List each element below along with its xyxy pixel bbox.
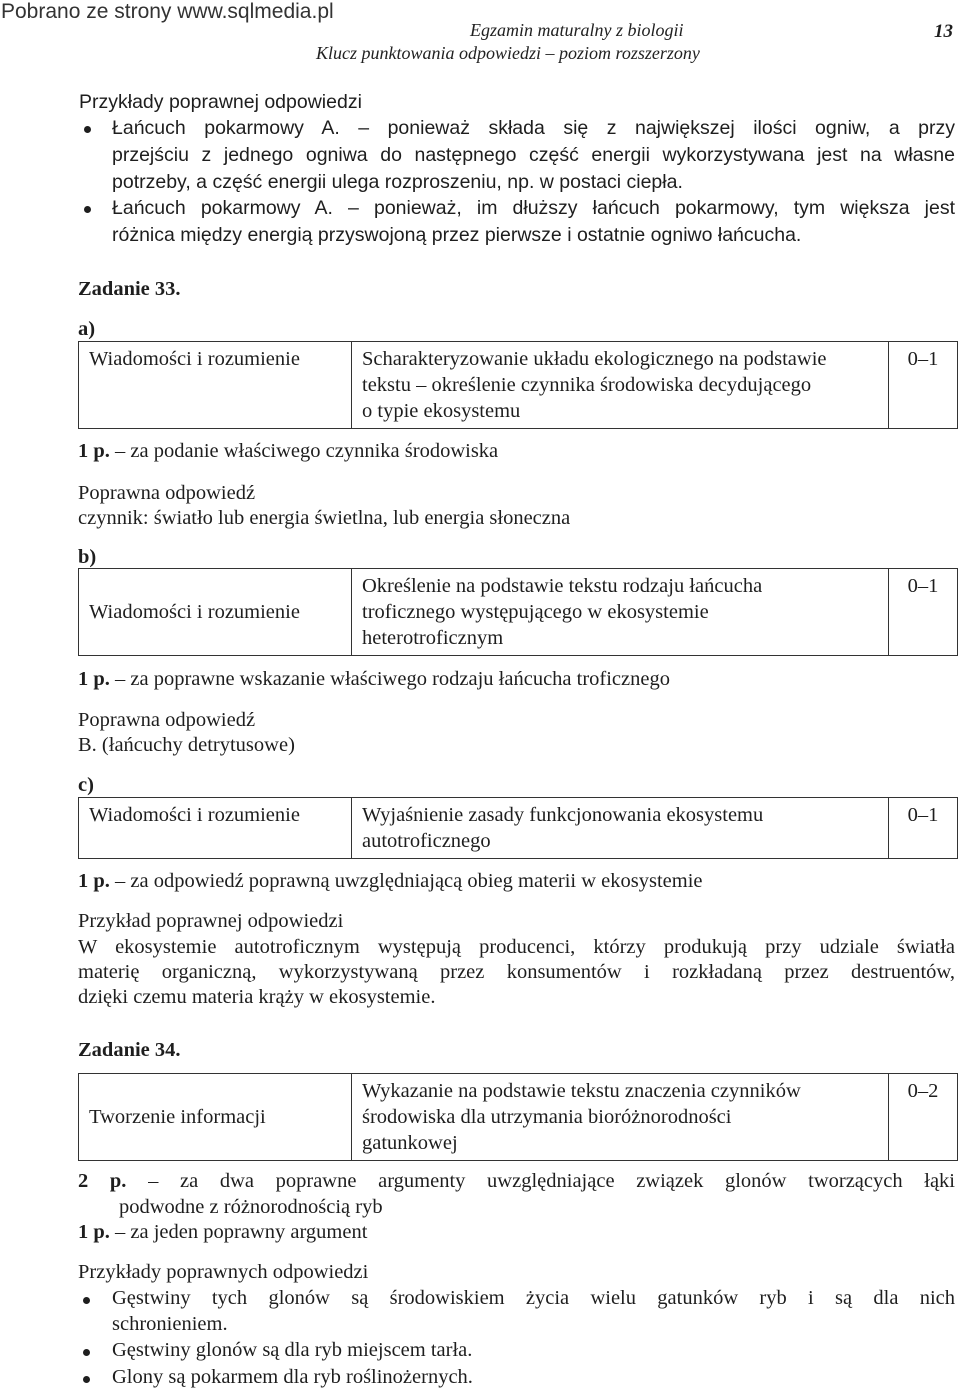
score-text-cont: podwodne z różnorodnością ryb <box>119 1196 383 1218</box>
score-text: – za odpowiedź poprawną uwzględniającą obieg materii w ekosystemie <box>109 870 703 892</box>
score-text: – za dwa poprawne argumenty uwzględniające związek glonów tworzących łąki <box>126 1170 955 1192</box>
criteria-table-a <box>78 341 958 429</box>
answer-34-line: Glony są pokarmem dla ryb roślinożernych. <box>112 1366 473 1388</box>
criteria-points: 0–1 <box>889 569 958 656</box>
answer-c-line: W ekosystemie autotroficznym występują producenci, którzy produkują przy udziale światła <box>78 936 955 958</box>
answer-a: czynnik: światło lub energia świetlna, lub energia słoneczna <box>78 507 571 529</box>
bullet-icon <box>83 1376 90 1383</box>
example-line: Łańcuch pokarmowy A. – ponieważ, im dłuższy łańcuch pokarmowy, tym większa jest <box>112 197 955 219</box>
part-c-label: c) <box>78 774 94 796</box>
bullet-icon <box>84 126 91 133</box>
score-rule-34-1 <box>78 1221 367 1244</box>
part-a-label: a) <box>78 318 96 340</box>
criteria-desc-line: gatunkowej <box>362 1132 458 1154</box>
criteria-points: 0–2 <box>889 1074 958 1161</box>
criteria-desc-line: Wyjaśnienie zasady funkcjonowania ekosystemu <box>362 804 764 826</box>
source-watermark: Pobrano ze strony www.sqlmedia.pl <box>1 0 334 23</box>
score-rule-a <box>78 440 498 463</box>
exam-title: Egzamin maturalny z biologii <box>470 20 684 40</box>
score-points: 1 p. <box>78 440 110 462</box>
score-rule-b <box>78 668 670 691</box>
criteria-desc-line: Wykazanie na podstawie tekstu znaczenia czynników <box>362 1080 801 1102</box>
criteria-table-b <box>78 568 958 656</box>
score-rule-34-2 <box>78 1170 955 1193</box>
criteria-description <box>352 569 889 656</box>
criteria-desc-line: tekstu – określenie czynnika środowiska decydującego <box>362 374 812 396</box>
bullet-icon <box>83 1297 90 1304</box>
score-text: – za jeden poprawny argument <box>109 1221 368 1243</box>
score-points: 1 p. <box>78 870 110 892</box>
criteria-desc-line: troficznego występującego w ekosystemie <box>362 601 709 623</box>
score-points: 1 p. <box>78 1221 110 1243</box>
criteria-desc-line: heterotroficznym <box>362 627 504 649</box>
score-rule-c <box>78 870 702 893</box>
examples-heading: Przykłady poprawnej odpowiedzi <box>79 91 362 113</box>
task-34-title: Zadanie 34. <box>78 1039 181 1061</box>
exam-subtitle: Klucz punktowania odpowiedzi – poziom rozszerzony <box>316 43 700 63</box>
criteria-area: Tworzenie informacji <box>79 1074 352 1161</box>
criteria-desc-line: o typie ekosystemu <box>362 400 521 422</box>
bullet-icon <box>84 206 91 213</box>
criteria-table-c <box>78 797 958 859</box>
criteria-desc-line: Określenie na podstawie tekstu rodzaju łańcucha <box>362 575 763 597</box>
answer-c-line: materię organiczną, wykorzystywaną przez konsumentów i rozkładaną przez destruentów, <box>78 961 955 983</box>
answer-c-line: dzięki czemu materia krąży w ekosystemie. <box>78 986 436 1008</box>
example-line: przejściu z jednego ogniwa do następnego część energii wykorzystywana jest na własne <box>112 144 955 166</box>
example-line: Łańcuch pokarmowy A. – ponieważ składa się z największej ilości ogniw, a przy <box>112 117 955 139</box>
criteria-desc-line: autotroficznego <box>362 830 491 852</box>
criteria-description <box>352 342 889 429</box>
criteria-area: Wiadomości i rozumienie <box>79 342 352 429</box>
criteria-area: Wiadomości i rozumienie <box>79 569 352 656</box>
criteria-area: Wiadomości i rozumienie <box>79 798 352 859</box>
answers-heading-34: Przykłady poprawnych odpowiedzi <box>78 1261 369 1283</box>
bullet-icon <box>83 1349 90 1356</box>
score-points: 2 p. <box>78 1170 127 1192</box>
answer-b: B. (łańcuchy detrytusowe) <box>78 734 295 756</box>
answer-34-line: schronieniem. <box>112 1313 228 1335</box>
score-text: – za podanie właściwego czynnika środowiska <box>109 440 499 462</box>
answer-heading-c: Przykład poprawnej odpowiedzi <box>78 910 344 932</box>
answer-34-line: Gęstwiny tych glonów są środowiskiem życia wielu gatunków ryb i są dla nich <box>112 1287 955 1309</box>
answer-34-line: Gęstwiny glonów są dla ryb miejscem tarła. <box>112 1339 473 1361</box>
score-points: 1 p. <box>78 668 110 690</box>
page-number: 13 <box>934 21 953 42</box>
criteria-description <box>352 798 889 859</box>
criteria-description <box>352 1074 889 1161</box>
criteria-desc-line: Scharakteryzowanie układu ekologicznego na podstawie <box>362 348 827 370</box>
criteria-points: 0–1 <box>889 798 958 859</box>
example-line: potrzeby, a część energii ulega rozproszeniu, np. w postaci ciepła. <box>112 171 683 193</box>
answer-heading-b: Poprawna odpowiedź <box>78 709 256 731</box>
example-line: różnica między energią przyswojoną przez pierwsze i ostatnie ogniwo łańcucha. <box>112 224 802 246</box>
criteria-table-34 <box>78 1073 958 1161</box>
score-text: – za poprawne wskazanie właściwego rodzaju łańcucha troficznego <box>109 668 670 690</box>
answer-heading-a: Poprawna odpowiedź <box>78 482 256 504</box>
task-33-title: Zadanie 33. <box>78 278 181 300</box>
criteria-points: 0–1 <box>889 342 958 429</box>
part-b-label: b) <box>78 546 97 568</box>
criteria-desc-line: środowiska dla utrzymania bioróżnorodności <box>362 1106 732 1128</box>
